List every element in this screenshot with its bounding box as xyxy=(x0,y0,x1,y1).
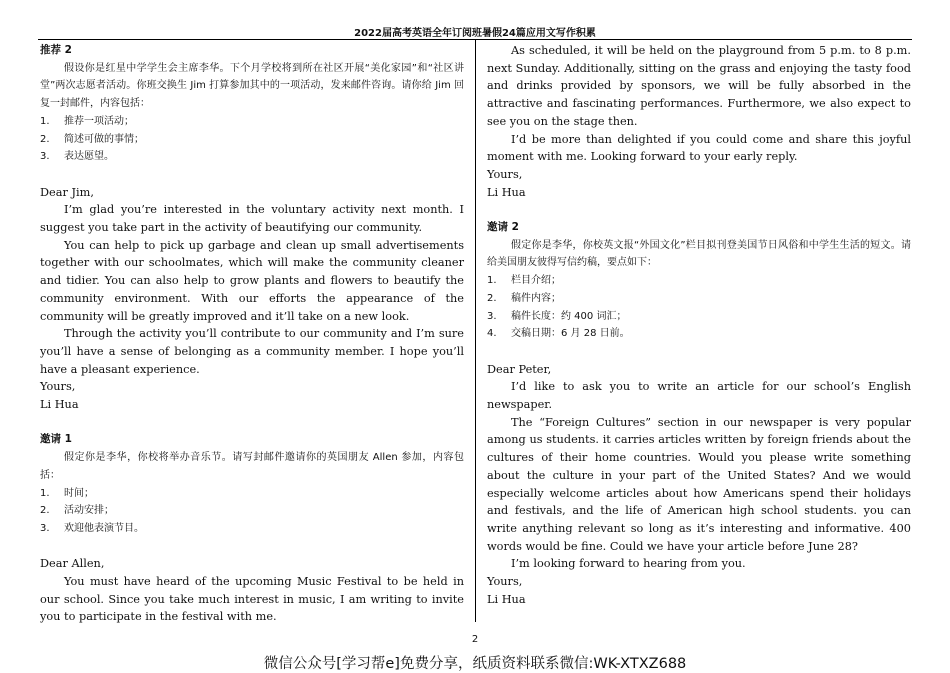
letter-closing: Yours, xyxy=(40,380,76,394)
letter-signature: Li Hua xyxy=(487,185,526,199)
list-number: 1. xyxy=(40,487,50,499)
list-number: 3. xyxy=(487,310,497,322)
letter-paragraph: Through the activity you’ll contribute to our community and I’m sure you’ll have a sense of belonging as a community member. I hope you’ll have a pleasant experience. xyxy=(40,327,464,376)
task-prompt: 假定你是李华，你校将举办音乐节。请写封邮件邀请你的英国朋友 Allen 参加，内容包括： xyxy=(40,452,464,481)
list-number: 2. xyxy=(487,292,497,304)
list-text: 稿件长度：约 400 词汇； xyxy=(511,310,627,322)
page-number: 2 xyxy=(471,634,479,645)
list-item xyxy=(40,502,464,520)
letter-greeting: Dear Peter, xyxy=(487,362,552,376)
letter-paragraph: The “Foreign Cultures” section in our newspaper is very popular among us students. it carries articles written by foreign friends about the cultures of their home countries. Would you please write something about the culture in your part of the United States? And we would especially welcome articles about how Americans spend their holidays and festivals, and the life of American high school students. you can write anything relevant so long as it’s interesting and informative. 400 words would be fine. Could we have your article before June 28? xyxy=(487,415,911,553)
list-text: 交稿日期：6 月 28 日前。 xyxy=(511,328,630,340)
list-number: 1. xyxy=(40,115,50,127)
list-text: 时间； xyxy=(64,487,94,499)
section-heading-invite-2: 邀请 2 xyxy=(487,221,519,234)
right-column xyxy=(487,42,911,608)
letter-greeting: Dear Jim, xyxy=(40,185,94,199)
left-column xyxy=(40,42,464,626)
list-text: 欢迎他表演节目。 xyxy=(64,522,144,534)
task-prompt: 假定你是李华，你校英文报“外国文化”栏目拟刊登美国节日风俗和中学生生活的短文。请给美国朋友彼得写信约稿，要点如下： xyxy=(487,239,911,269)
letter-closing: Yours, xyxy=(487,575,523,589)
list-item xyxy=(487,325,911,343)
column-divider xyxy=(475,40,476,622)
letter-paragraph: You must have heard of the upcoming Music Festival to be held in our school. Since you take much interest in music, I am writing to invite you to participate in the festival with me. xyxy=(40,575,464,624)
footer-watermark: 微信公众号[学习帮e]免费分享，纸质资料联系微信:WK-XTXZ688 xyxy=(263,656,687,672)
list-item xyxy=(487,290,911,308)
list-text: 简述可做的事情； xyxy=(64,133,144,145)
letter-paragraph: You can help to pick up garbage and clean up small advertisements together with our schoolmates, which will make the community cleaner and tidier. You can also help to grow plants and flowers to beautify the community environment. With our efforts the appearance of the community will be greatly improved and it’ll take on a new look. xyxy=(40,238,464,323)
list-item xyxy=(40,113,464,131)
list-item xyxy=(40,148,464,166)
list-item xyxy=(487,308,911,326)
list-text: 栏目介绍； xyxy=(511,275,561,287)
list-item xyxy=(40,520,464,538)
letter-closing: Yours, xyxy=(487,167,523,181)
list-number: 4. xyxy=(487,328,497,340)
page-header: 2022届高考英语全年订阅班暑假24篇应用文写作积累 xyxy=(354,28,596,39)
list-item xyxy=(487,272,911,290)
letter-paragraph: I’m looking forward to hearing from you. xyxy=(511,557,746,571)
list-number: 1. xyxy=(487,275,497,287)
task-prompt: 假设你是红星中学学生会主席李华。下个月学校将到所在社区开展“美化家园”和“社区讲堂”两次志愿者活动。你班交换生 Jim 打算参加其中的一项活动，发来邮件咨询。请你给 Jim 回复一封邮件，内容包括： xyxy=(40,62,464,110)
letter-signature: Li Hua xyxy=(40,398,79,412)
list-text: 稿件内容； xyxy=(511,292,561,304)
list-number: 3. xyxy=(40,522,50,534)
list-number: 2. xyxy=(40,505,50,517)
list-number: 2. xyxy=(40,133,50,145)
letter-paragraph: As scheduled, it will be held on the playground from 5 p.m. to 8 p.m. next Sunday. Additionally, sitting on the grass and enjoying the tasty food and drinks provided by sponsors, we will be fully absorbed in the attractive and fascinating performances. Furthermore, we also expect to see you on the stage then. xyxy=(487,44,911,128)
section-heading-invite-1: 邀请 1 xyxy=(40,433,72,446)
letter-signature: Li Hua xyxy=(487,592,526,606)
list-number: 3. xyxy=(40,151,50,163)
section-heading-recommend-2: 推荐 2 xyxy=(40,44,72,56)
list-text: 表达愿望。 xyxy=(64,151,114,163)
letter-paragraph: I’d be more than delighted if you could come and share this joyful moment with me. Looking forward to your early reply. xyxy=(487,132,911,164)
list-text: 推荐一项活动； xyxy=(64,115,134,127)
list-text: 活动安排； xyxy=(64,505,114,517)
list-item xyxy=(40,131,464,149)
list-item xyxy=(40,485,464,503)
letter-paragraph: I’m glad you’re interested in the voluntary activity next month. I suggest you take part in the activity of beautifying our community. xyxy=(40,203,464,235)
letter-greeting: Dear Allen, xyxy=(40,557,105,571)
letter-paragraph: I’d like to ask you to write an article for our school’s English newspaper. xyxy=(487,380,911,412)
